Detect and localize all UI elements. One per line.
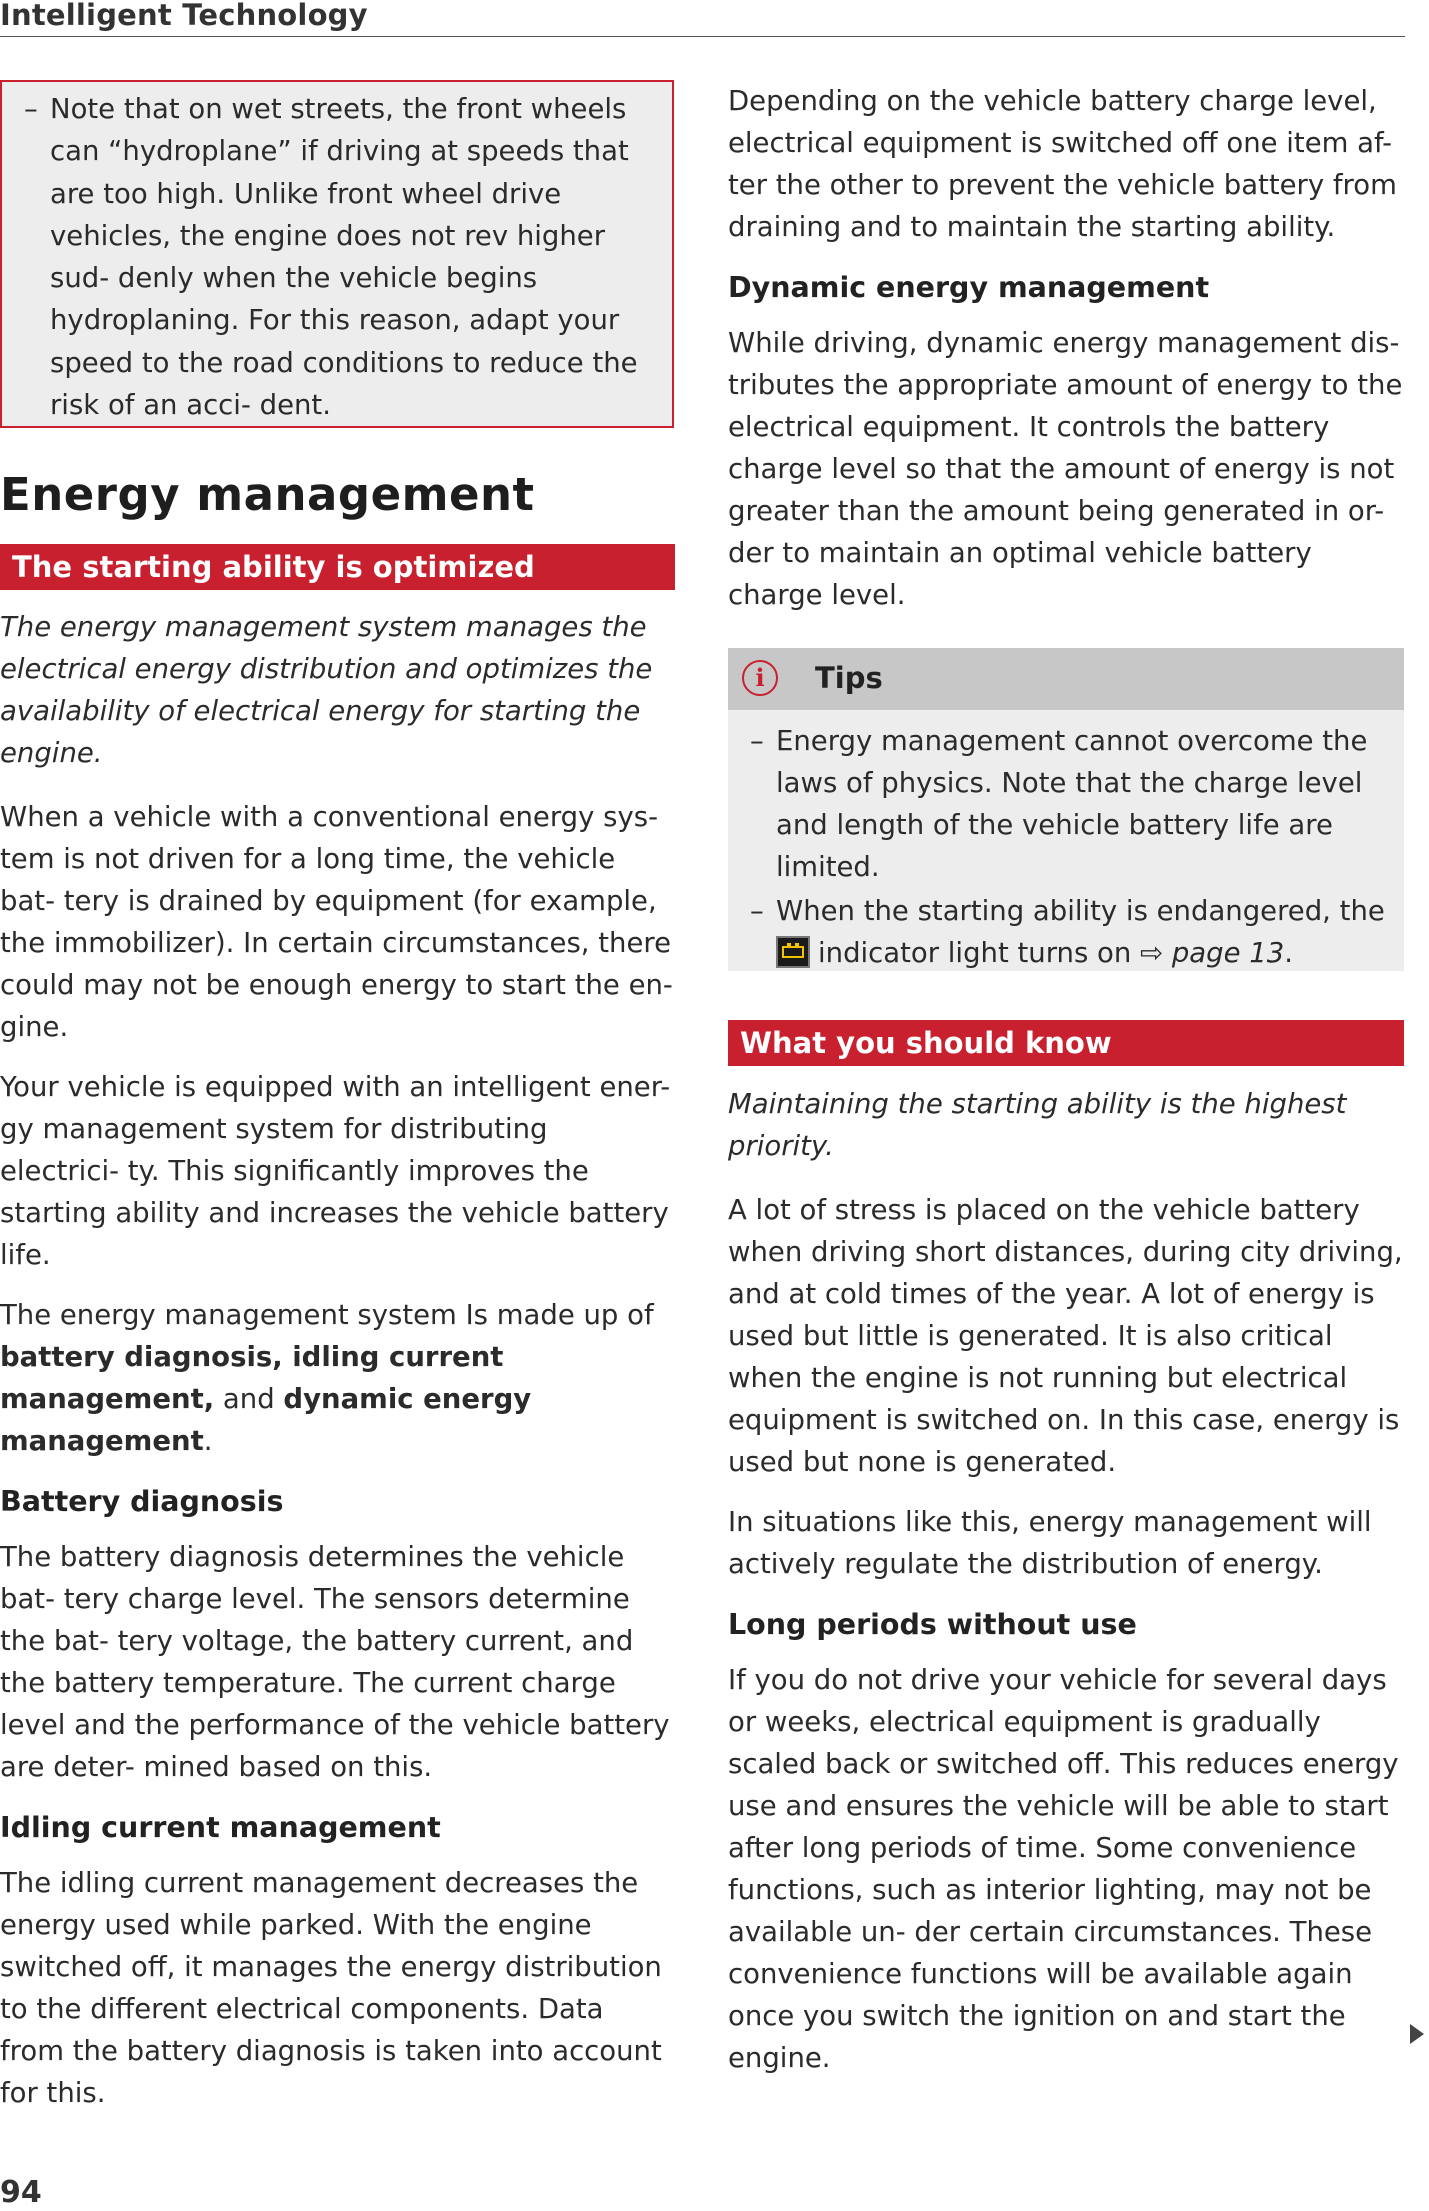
paragraph-intelligent: Your vehicle is equipped with an intelligent ener- gy management system for distributing electrici- ty. This significantly improves the starting ability and increases the vehicle battery life. — [0, 1071, 671, 1271]
bullet-dash: – — [750, 725, 764, 757]
info-icon: i — [742, 660, 778, 696]
idling-current-text: The idling current management decreases the energy used while parked. With the engine switched off, it manages the energy distribution to the different electrical components. Data from the battery diagnosis is taken into account for this. — [0, 1867, 662, 2109]
tips-item — [750, 890, 1390, 974]
battery-diagnosis-heading: Battery diagnosis — [0, 1485, 284, 1518]
warning-text: Note that on wet streets, the front wheels can “hydroplane” if driving at speeds that are too high. Unlike front wheel drive vehicles, the engine does not rev higher sud- denly when the vehicle begins hydroplaning. For this reason, adapt your speed to the road conditions to reduce the risk of an acci- dent. — [50, 93, 638, 422]
dynamic-energy-heading: Dynamic energy management — [728, 271, 1210, 304]
page-number: 94 — [0, 2175, 42, 2210]
tips-header — [728, 648, 1404, 710]
section-title-what-you-should-know: What you should know — [728, 1020, 1404, 1066]
paragraph-depending: Depending on the vehicle battery charge level, electrical equipment is switched off one item af- ter the other to prevent the vehicle battery from draining and to maintain the starting ability. — [728, 85, 1397, 243]
header-title: Intelligent Technology — [0, 0, 368, 32]
long-periods-heading: Long periods without use — [728, 1608, 1137, 1641]
right-body-bottom — [728, 1083, 1404, 2079]
battery-diagnosis-text: The battery diagnosis determines the vehicle bat- tery charge level. The sensors determine the bat- tery voltage, the battery current, and the battery temperature. The current charge level and the performance of the vehicle battery are deter- mined based on this. — [0, 1541, 670, 1783]
tips-item — [750, 720, 1390, 888]
bullet-dash: – — [750, 895, 764, 927]
continue-arrow-icon — [1410, 2024, 1424, 2044]
battery-warning-icon — [776, 936, 810, 968]
tips-list — [750, 720, 1390, 974]
paragraph-made-up-of — [0, 1294, 675, 1462]
tips-indicator-text: indicator light turns on — [818, 937, 1132, 969]
paragraph-stress: A lot of stress is placed on the vehicle battery when driving short distances, during city driving, and at cold times of the year. A lot of energy is used but little is generated. It is also critical when the engine is not running but electrical equipment is switched on. In this case, energy is used but none is generated. — [728, 1194, 1403, 1478]
know-intro: Maintaining the starting ability is the highest priority. — [728, 1088, 1347, 1162]
energy-management-heading: Energy management — [0, 468, 535, 521]
idling-current-heading: Idling current management — [0, 1811, 441, 1844]
paragraph-conventional: When a vehicle with a conventional energy sys- tem is not driven for a long time, the vehicle bat- tery is drained by equipment (for example, the immobilizer). In certain circumstances, there could may not be enough energy to start the en- gine. — [0, 801, 673, 1043]
long-periods-text: If you do not drive your vehicle for several days or weeks, electrical equipment is gradually scaled back or switched off. This reduces energy use and ensures the vehicle will be able to start after long periods of time. Some convenience functions, such as interior lighting, may not be available un- der certain circumstances. These convenience functions will be available again once you switch the ignition on and start the engine. — [728, 1664, 1399, 2074]
tips-title: Tips — [815, 661, 883, 695]
tips-item-text: When the starting ability is endangered, the — [776, 895, 1385, 927]
text-and: and — [222, 1383, 275, 1415]
tips-item-text: Energy management cannot overcome the laws of physics. Note that the charge level and length of the vehicle battery life are limited. — [776, 725, 1368, 883]
section-title-starting-ability: The starting ability is optimized — [0, 544, 675, 590]
text-made-up: The energy management system Is made up of — [0, 1299, 654, 1331]
tips-box — [728, 648, 1404, 971]
page-reference-link[interactable]: ⇨ page 13 — [1140, 937, 1285, 969]
warning-box — [0, 80, 674, 428]
text-period: . — [203, 1425, 213, 1457]
running-header — [0, 0, 1405, 37]
dynamic-energy-text: While driving, dynamic energy management dis- tributes the appropriate amount of energy to the electrical equipment. It controls the battery charge level so that the amount of energy is not greater than the amount being generated in or- der to maintain an optimal vehicle battery charge level. — [728, 327, 1403, 611]
right-body-top — [728, 80, 1404, 616]
bold-dynamic: dynamic energy management — [0, 1383, 532, 1457]
section-intro: The energy management system manages the electrical energy distribution and optimizes the availability of electrical energy for starting the engine. — [0, 611, 653, 769]
left-body — [0, 606, 675, 2114]
text-period: . — [1284, 937, 1293, 969]
bullet-dash: – — [24, 93, 38, 125]
warning-item — [24, 88, 654, 426]
bold-components: battery diagnosis, idling current management, — [0, 1341, 504, 1415]
paragraph-situations: In situations like this, energy management will actively regulate the distribution of energy. — [728, 1506, 1372, 1580]
